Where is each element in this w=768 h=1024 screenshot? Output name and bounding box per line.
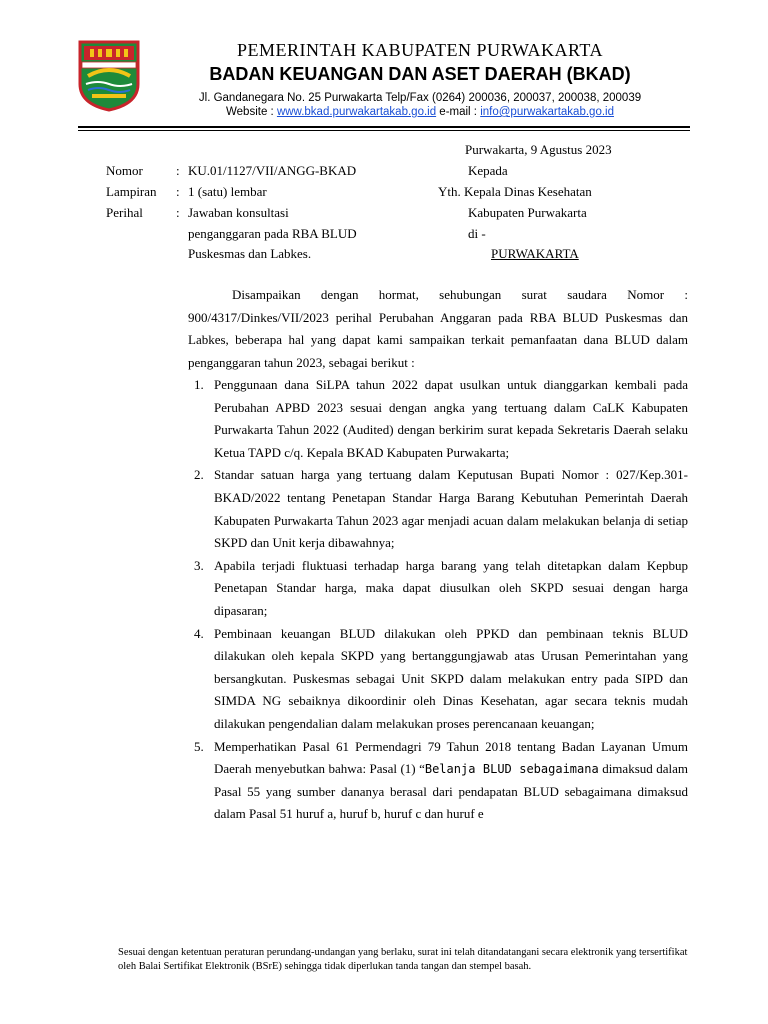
list-item (188, 555, 688, 623)
recipient-city: PURWAKARTA (491, 246, 579, 261)
perihal-label: Perihal (106, 205, 143, 220)
perihal-line-2: penganggaran pada RBA BLUD (188, 226, 357, 241)
nomor-label: Nomor (106, 163, 143, 178)
regency-logo (78, 40, 140, 112)
recipient-title: Yth. Kepala Dinas Kesehatan (438, 184, 592, 199)
list-item (188, 736, 688, 826)
list-item-number: 4. (194, 625, 204, 641)
recipient-org: Kabupaten Purwakarta (468, 205, 587, 220)
points-list (188, 374, 688, 826)
list-item-number: 5. (194, 738, 204, 754)
letterhead-agency: BADAN KEUANGAN DAN ASET DAERAH (BKAD) (209, 64, 631, 84)
esignature-footer: Sesuai dengan ketentuan peraturan perundang-undangan yang berlaku, surat ini telah ditandatangani secara elektronik yang tersertifikat oleh Balai Sertifikat Elektronik (BSrE) sehingga tidak diperlukan tanda tangan dan stempel basah. (118, 947, 688, 972)
list-item (188, 623, 688, 736)
list-item-text-start: Memperhatikan Pasal 61 Permendagri 79 Tahun 2018 tentang Badan Layanan Umum Daerah menyebutkan bahwa: Pasal (1) “ (214, 738, 688, 777)
perihal-line-3: Puskesmas dan Labkes. (188, 246, 312, 261)
recipient-di: di - (468, 226, 486, 241)
website-link[interactable]: www.bkad.purwakartakab.go.id (276, 106, 437, 118)
list-item (188, 374, 688, 464)
intro-text: Disampaikan dengan hormat, sehubungan surat saudara Nomor : 900/4317/Dinkes/VII/2023 perihal Perubahan Anggaran pada RBA BLUD Puskesmas dan Labkes, beberapa hal yang dapat kami sampaikan terkait pemanfaatan dana BLUD dalam penganggaran tahun 2023, sebagai berikut : (188, 287, 688, 370)
nomor-value: KU.01/1127/VII/ANGG-BKAD (188, 163, 357, 178)
recipient-kepada: Kepada (468, 163, 508, 178)
list-item-quote: Belanja BLUD sebagaimana (424, 762, 599, 777)
list-item-text: Standar satuan harga yang tertuang dalam Keputusan Bupati Nomor : 027/Kep.301-BKAD/2022 tentang Penetapan Standar Harga Barang Kebutuhan Pemerintah Daerah Kabupaten Purwakarta Tahun 2023 agar menjadi acuan dalam melakukan belanja di setiap SKPD dan Unit kerja dibawahnya; (214, 467, 688, 551)
nomor-colon: : (176, 163, 180, 178)
email-link[interactable]: info@purwakartakab.go.id (480, 106, 614, 118)
letterhead-government: PEMERINTAH KABUPATEN PURWAKARTA (237, 40, 603, 60)
list-item-text: Penggunaan dana SiLPA tahun 2022 dapat usulkan untuk dianggarkan kembali pada Perubahan APBD 2023 sesuai dengan angka yang tertuang dalam CaLK Kabupaten Purwakarta Tahun 2022 (Audited) dengan berkirim surat kepada Sekretaris Daerah selaku Ketua TAPD c/q. Kepala BKAD Kabupaten Purwakarta; (214, 377, 688, 460)
coat-of-arms-icon (78, 40, 140, 112)
letterhead-address: Jl. Gandanegara No. 25 Purwakarta Telp/Fax (0264) 200036, 200037, 200038, 200039 (198, 92, 642, 104)
lampiran-value: 1 (satu) lembar (188, 184, 267, 199)
letterhead-rule-thick (78, 126, 690, 128)
letterhead-contact (150, 106, 690, 118)
lampiran-label: Lampiran (106, 184, 157, 199)
letter-date: Purwakarta, 9 Agustus 2023 (465, 142, 612, 157)
list-item-number: 3. (194, 557, 204, 573)
list-item-text-end: dimaksud dalam Pasal 55 yang sumber dananya berasal dari pendapatan BLUD sebagaimana dimaksud dalam Pasal 51 huruf a, huruf b, huruf c dan huruf e (214, 761, 688, 822)
list-item-text: Pembinaan keuangan BLUD dilakukan oleh PPKD dan pembinaan teknis BLUD dilakukan oleh kepala SKPD yang bertanggungjawab atas Urusan Pemerintahan yang bersangkutan. Puskesmas sebagai Unit SKPD dalam melakukan entry pada SIPD dan SIMDA NG sebaiknya dikoordinir oleh Dinas Kesehatan, agar secara teknis mudah dilakukan pengendalian dalam melakukan proses perencanaan keuangan; (214, 625, 688, 731)
list-item-text: Apabila terjadi fluktuasi terhadap harga barang yang telah ditetapkan dalam Kepbup Penetapan Standar harga, maka dapat diusulkan oleh SKPD sesuai dengan harga dipasaran; (214, 557, 688, 618)
lampiran-colon: : (176, 184, 180, 199)
list-item (188, 464, 688, 554)
list-item-number: 2. (194, 467, 204, 483)
email-label: e-mail : (436, 106, 481, 118)
letterhead-rule-thin (78, 130, 690, 131)
list-item-number: 1. (194, 377, 204, 392)
intro-paragraph (188, 284, 688, 374)
perihal-colon: : (176, 205, 180, 220)
website-label: Website : (226, 106, 277, 118)
perihal-line-1: Jawaban konsultasi (188, 205, 289, 220)
